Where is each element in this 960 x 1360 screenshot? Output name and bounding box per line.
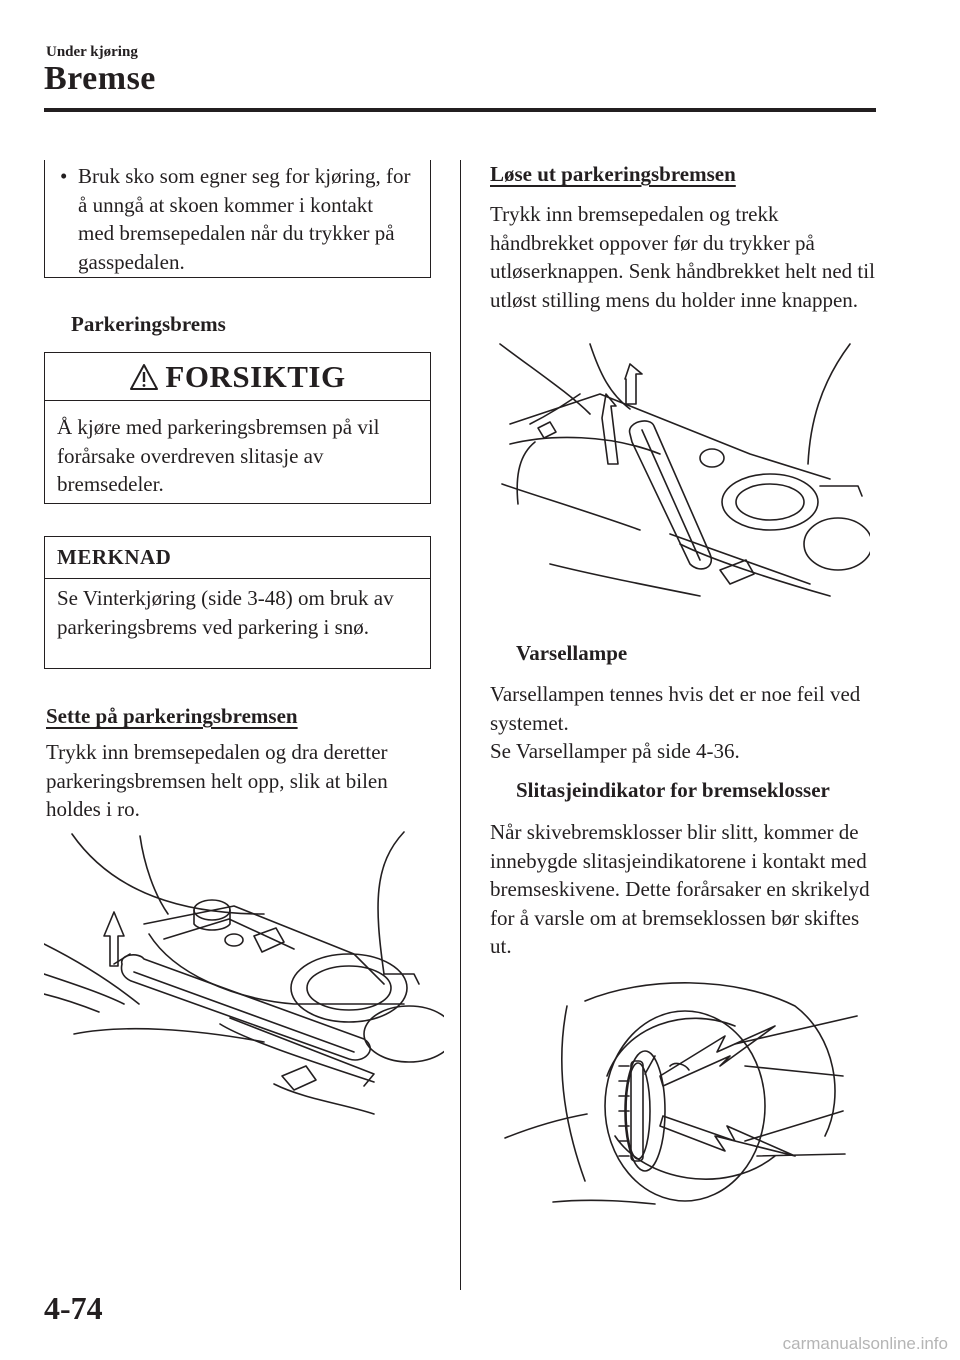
- release-heading: Løse ut parkeringsbremsen: [490, 162, 736, 186]
- caution-box: [44, 352, 431, 504]
- wear-indicator-heading: Slitasjeindikator for bremseklosser: [516, 778, 830, 802]
- apply-heading: Sette på parkeringsbremsen: [46, 704, 298, 728]
- apply-text: Trykk inn bremsepedalen og dra deretter parkeringsbremsen helt opp, slik at bilen holdes i ro.: [46, 740, 388, 821]
- watermark: carmanualsonline.info: [782, 1334, 948, 1353]
- warning-lamp-ref: Se Varsellamper på side 4-36.: [490, 739, 740, 763]
- warning-triangle-icon: [129, 363, 159, 391]
- page-title: Bremse: [44, 60, 156, 97]
- column-divider: [460, 160, 461, 1290]
- release-parking-brake-illustration: [490, 334, 870, 624]
- wear-indicator-text: Når skivebremsklosser blir slitt, kommer de innebygde slitasjeindikatorene i kontakt med bremseskivene. Dette forårsaker en skrikelyd for å varsle om at bremseklossen bør skiftes ut.: [490, 820, 870, 958]
- note-label: MERKNAD: [57, 545, 172, 569]
- bullet-note-text: Bruk sko som egner seg for kjøring, for å unngå at skoen kommer i kontakt med bremsepedalen når du trykker på gasspedalen.: [78, 164, 411, 274]
- parking-brake-heading: Parkeringsbrems: [71, 312, 226, 336]
- warning-lamp-text: Varsellampen tennes hvis det er noe feil ved systemet.: [490, 682, 861, 735]
- apply-parking-brake-illustration: [44, 824, 444, 1124]
- caution-label: FORSIKTIG: [165, 358, 346, 394]
- page-number: 4-74: [44, 1290, 103, 1326]
- caution-text: Å kjøre med parkeringsbremsen på vil forårsake overdreven slitasje av bremsedeler.: [57, 415, 380, 496]
- note-box: [44, 536, 431, 669]
- bullet-dot: •: [60, 164, 68, 188]
- brake-wear-indicator-illustration: [495, 966, 875, 1206]
- caution-header: [45, 353, 430, 401]
- section-label: Under kjøring: [46, 44, 138, 60]
- note-header: [45, 537, 430, 579]
- note-text: Se Vinterkjøring (side 3-48) om bruk av parkeringsbrems ved parkering i snø.: [57, 586, 394, 639]
- release-text: Trykk inn bremsepedalen og trekk håndbrekket oppover før du trykker på utløserknappen. Senk håndbrekket helt ned til utløst stilling mens du holder inne knappen.: [490, 202, 875, 312]
- header-rule: [44, 108, 876, 112]
- warning-lamp-heading: Varsellampe: [516, 641, 628, 665]
